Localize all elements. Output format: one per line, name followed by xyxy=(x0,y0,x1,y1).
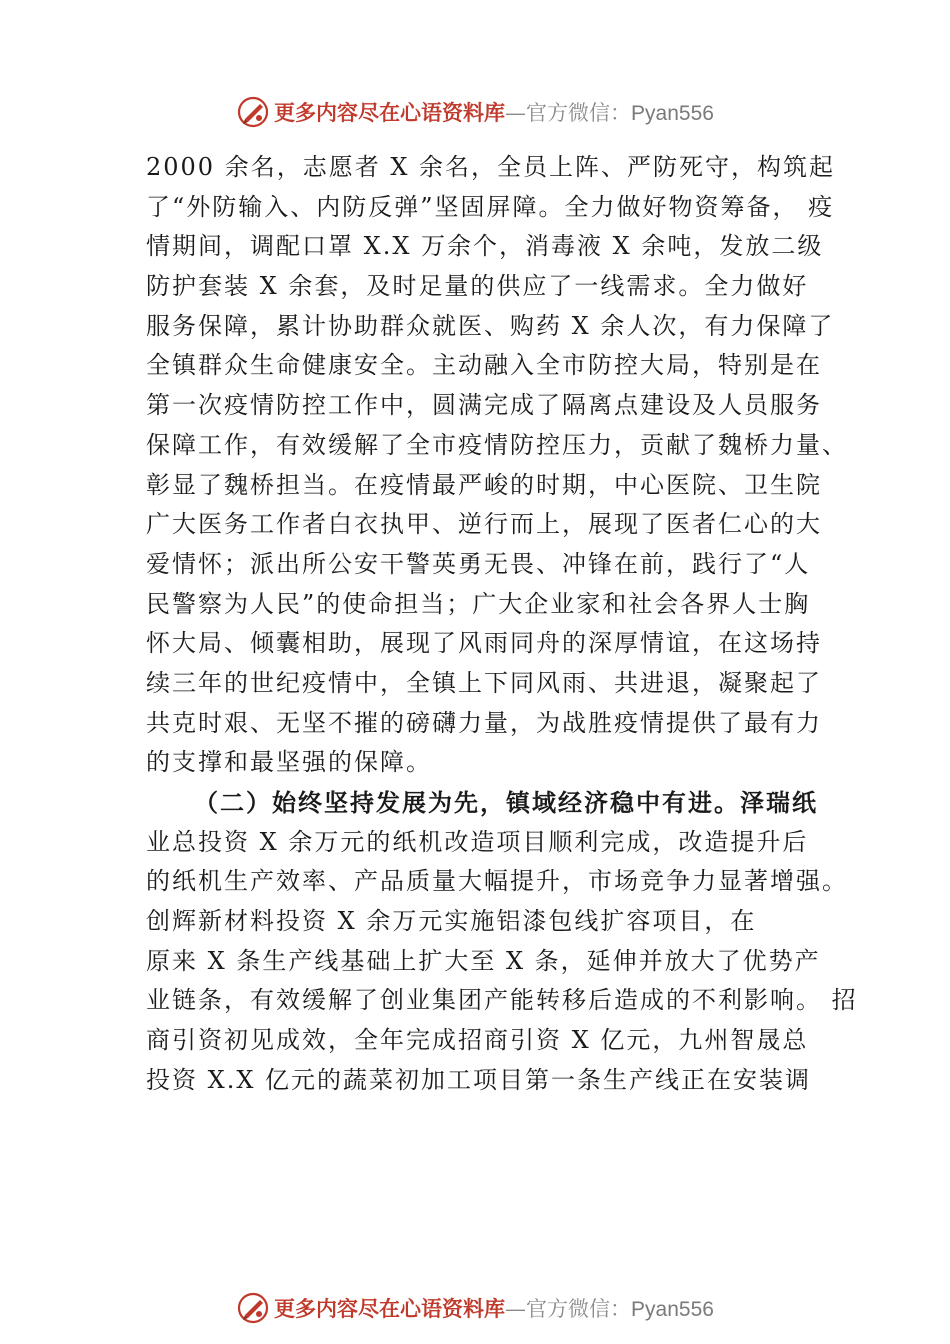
footer-text xyxy=(274,1293,714,1323)
text-line: 的支撑和最坚强的保障。 xyxy=(146,748,432,777)
text-line: 彰显了魏桥担当。在疫情最严峻的时期，中心医院、卫生院 xyxy=(146,470,822,499)
text-line: 全镇群众生命健康安全。主动融入全市防控大局，特别是在 xyxy=(146,351,822,380)
header-gray-text: 官方微信： xyxy=(526,101,632,125)
text-line: 共克时艰、无坚不摧的磅礴力量，为战胜疫情提供了最有力 xyxy=(146,708,822,737)
text-line: 广大医务工作者白衣执甲、逆行而上，展现了医者仁心的大 xyxy=(146,510,822,539)
text-line: 防护套装 X 余套，及时足量的供应了一线需求。全力做好 xyxy=(146,272,809,301)
text-line: 第一次疫情防控工作中，圆满完成了隔离点建设及人员服务 xyxy=(146,391,822,420)
text-line: 了“外防输入、内防反弹”坚固屏障。全力做好物资筹备， 疫 xyxy=(146,192,835,221)
text-line: 创辉新材料投资 X 余万元实施铝漆包线扩容项目，在 xyxy=(146,907,757,936)
footer-id-text: Pyan556 xyxy=(631,1298,714,1321)
header-dash: — xyxy=(505,101,527,125)
document-body xyxy=(146,148,858,1101)
text-line: 商引资初见成效，全年完成招商引资 X 亿元，九州智晟总 xyxy=(146,1026,809,1055)
pen-seal-logo-icon xyxy=(236,1291,270,1325)
text-line: 原来 X 条生产线基础上扩大至 X 条，延伸并放大了优势产 xyxy=(146,946,821,975)
text-line: 怀大局、倾囊相助，展现了风雨同舟的深厚情谊，在这场持 xyxy=(146,629,822,658)
section-heading-line: （二）始终坚持发展为先，镇域经济稳中有进。泽瑞纸 xyxy=(194,788,818,817)
footer-dash: — xyxy=(505,1297,527,1321)
footer-red-text: 更多内容尽在心语资料库 xyxy=(274,1296,506,1321)
text-line: 民警察为人民”的使命担当；广大企业家和社会各界人士胸 xyxy=(146,589,811,618)
text-line: 业总投资 X 余万元的纸机改造项目顺利完成，改造提升后 xyxy=(146,827,809,856)
text-line: 业链条，有效缓解了创业集团产能转移后造成的不利影响。 招 xyxy=(146,986,858,1015)
text-line: 情期间，调配口罩 X.X 万余个，消毒液 X 余吨，发放二级 xyxy=(146,232,824,261)
text-line: 投资 X.X 亿元的蔬菜初加工项目第一条生产线正在安装调 xyxy=(146,1065,812,1094)
header-id-text: Pyan556 xyxy=(631,102,714,125)
text-line: 服务保障，累计协助群众就医、购药 X 余人次，有力保障了 xyxy=(146,311,835,340)
header-red-text: 更多内容尽在心语资料库 xyxy=(274,100,506,125)
header-banner xyxy=(0,92,950,132)
text-line: 保障工作，有效缓解了全市疫情防控压力，贡献了魏桥力量、 xyxy=(146,430,848,459)
pen-seal-logo-icon xyxy=(236,95,270,129)
text-line: 的纸机生产效率、产品质量大幅提升，市场竞争力显著增强。 xyxy=(146,867,848,896)
text-line: 2000 余名，志愿者 X 余名，全员上阵、严防死守，构筑起 xyxy=(146,153,836,181)
footer-banner xyxy=(0,1288,950,1328)
text-line: 续三年的世纪疫情中，全镇上下同风雨、共进退，凝聚起了 xyxy=(146,668,822,697)
text-line: 爱情怀；派出所公安干警英勇无畏、冲锋在前，践行了“人 xyxy=(146,549,811,578)
header-text xyxy=(274,97,714,127)
footer-gray-text: 官方微信： xyxy=(526,1297,632,1321)
